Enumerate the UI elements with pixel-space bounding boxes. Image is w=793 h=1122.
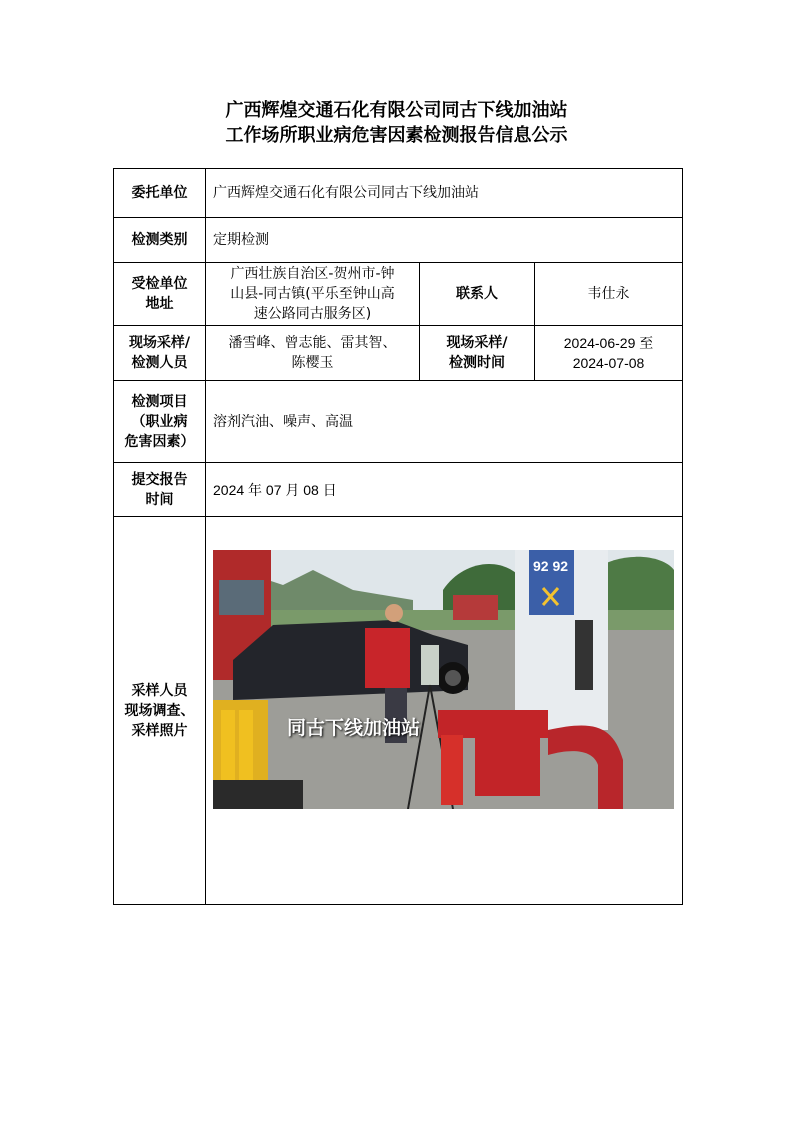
contact-value: 韦仕永 bbox=[535, 263, 683, 326]
type-value: 定期检测 bbox=[206, 218, 683, 263]
items-label: 检测项目 （职业病 危害因素） bbox=[114, 381, 206, 463]
page-title-line-2: 工作场所职业病危害因素检测报告信息公示 bbox=[225, 125, 568, 146]
pump-number: 92 92 bbox=[533, 558, 569, 574]
photo-row bbox=[114, 517, 683, 905]
staff-label: 现场采样/ 检测人员 bbox=[114, 326, 206, 381]
site-photo bbox=[213, 550, 674, 809]
staff-value: 潘雪峰、曾志能、雷其智、 陈樱玉 bbox=[206, 326, 420, 381]
site-photo-illustration bbox=[213, 550, 674, 809]
report-row bbox=[114, 463, 683, 517]
client-row bbox=[114, 169, 683, 218]
photo-caption: 同古下线加油站 bbox=[287, 717, 421, 739]
address-label: 受检单位 地址 bbox=[114, 263, 206, 326]
photo-label: 采样人员 现场调查、 采样照片 bbox=[114, 517, 206, 905]
client-label: 委托单位 bbox=[114, 169, 206, 218]
time-label: 现场采样/ 检测时间 bbox=[420, 326, 535, 381]
client-value: 广西辉煌交通石化有限公司同古下线加油站 bbox=[206, 169, 683, 218]
address-row bbox=[114, 263, 683, 326]
contact-label: 联系人 bbox=[420, 263, 535, 326]
staff-row bbox=[114, 326, 683, 381]
type-row bbox=[114, 218, 683, 263]
page-title-line-1: 广西辉煌交通石化有限公司同古下线加油站 bbox=[225, 100, 568, 121]
items-row bbox=[114, 381, 683, 463]
report-label: 提交报告 时间 bbox=[114, 463, 206, 517]
items-value: 溶剂汽油、噪声、高温 bbox=[206, 381, 683, 463]
info-table bbox=[113, 168, 683, 905]
report-value: 2024 年 07 月 08 日 bbox=[206, 463, 683, 517]
type-label: 检测类别 bbox=[114, 218, 206, 263]
time-value: 2024-06-29 至 2024-07-08 bbox=[535, 326, 683, 381]
address-value: 广西壮族自治区-贺州市-钟 山县-同古镇(平乐至钟山高 速公路同古服务区) bbox=[206, 263, 420, 326]
photo-cell bbox=[206, 517, 683, 905]
